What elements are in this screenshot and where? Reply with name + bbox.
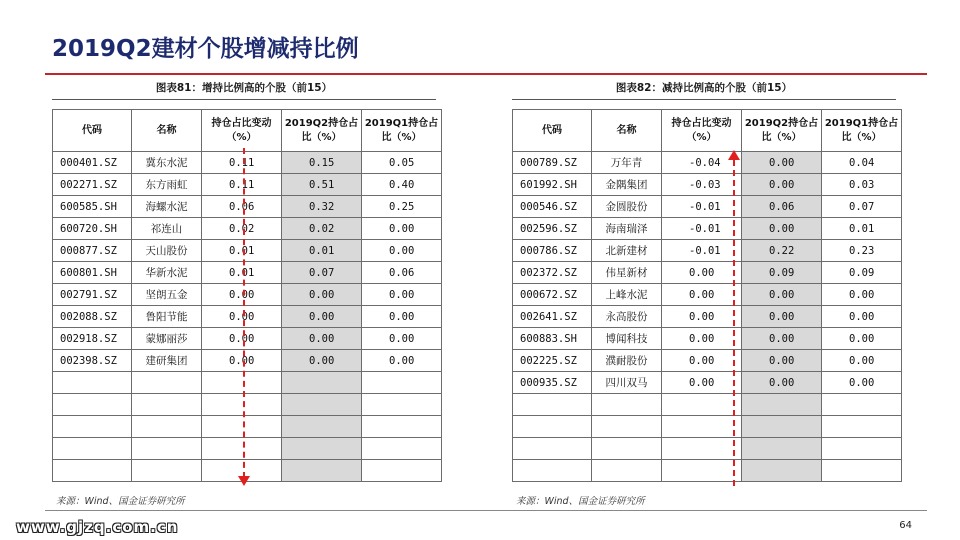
q1-share-cell <box>822 438 902 460</box>
change-cell: 0.11 <box>202 174 282 196</box>
stock-name-cell: 华新水泥 <box>132 262 202 284</box>
stock-name-cell <box>132 416 202 438</box>
q1-share-cell: 0.40 <box>362 174 442 196</box>
stock-code-cell: 002791.SZ <box>53 284 132 306</box>
title-divider <box>45 73 927 75</box>
stock-code-cell <box>513 394 592 416</box>
q2-share-cell: 0.00 <box>742 350 822 372</box>
table-row <box>513 218 902 240</box>
page-title: 2019Q2建材个股增减持比例 <box>52 36 359 62</box>
q2-share-cell: 0.00 <box>742 372 822 394</box>
arrow-down-icon <box>238 476 250 486</box>
left-caption-divider <box>52 99 436 100</box>
stock-name-cell: 坚朗五金 <box>132 284 202 306</box>
column-header: 2019Q1持仓占比（%） <box>822 110 902 152</box>
table-row <box>53 350 442 372</box>
change-cell: -0.01 <box>662 196 742 218</box>
stock-code-cell: 002271.SZ <box>53 174 132 196</box>
q2-share-cell: 0.00 <box>742 328 822 350</box>
change-cell: 0.00 <box>202 328 282 350</box>
stock-code-cell: 002596.SZ <box>513 218 592 240</box>
stock-code-cell: 000789.SZ <box>513 152 592 174</box>
change-cell: 0.00 <box>662 328 742 350</box>
q2-share-cell: 0.00 <box>282 350 362 372</box>
q1-share-cell <box>362 460 442 482</box>
table-row <box>53 152 442 174</box>
stock-code-cell: 002918.SZ <box>53 328 132 350</box>
change-cell: 0.01 <box>202 240 282 262</box>
q1-share-cell: 0.00 <box>362 328 442 350</box>
change-cell: 0.00 <box>662 372 742 394</box>
q2-share-cell: 0.00 <box>742 306 822 328</box>
table-header-row <box>53 110 442 152</box>
footer-divider <box>45 510 927 511</box>
table-row <box>53 372 442 394</box>
q2-share-cell <box>282 438 362 460</box>
q2-share-cell: 0.00 <box>742 218 822 240</box>
stock-code-cell: 600883.SH <box>513 328 592 350</box>
left-arrow-shaft <box>243 148 245 478</box>
q2-share-cell: 0.09 <box>742 262 822 284</box>
q1-share-cell: 0.05 <box>362 152 442 174</box>
column-header: 2019Q1持仓占比（%） <box>362 110 442 152</box>
q2-share-cell: 0.00 <box>282 284 362 306</box>
left-source-note: 来源：Wind、国金证券研究所 <box>56 496 185 507</box>
table-row <box>513 394 902 416</box>
stock-code-cell <box>53 438 132 460</box>
change-cell: -0.04 <box>662 152 742 174</box>
q1-share-cell: 0.04 <box>822 152 902 174</box>
q1-share-cell: 0.00 <box>822 350 902 372</box>
column-header: 持仓占比变动（%） <box>202 110 282 152</box>
change-cell <box>202 438 282 460</box>
table-header-row <box>513 110 902 152</box>
change-cell <box>202 372 282 394</box>
stock-code-cell <box>53 372 132 394</box>
change-cell: -0.01 <box>662 218 742 240</box>
stock-name-cell: 冀东水泥 <box>132 152 202 174</box>
stock-code-cell <box>53 460 132 482</box>
change-cell <box>202 394 282 416</box>
q2-share-cell <box>282 394 362 416</box>
stock-code-cell: 002398.SZ <box>53 350 132 372</box>
stock-code-cell: 000935.SZ <box>513 372 592 394</box>
table-row <box>513 306 902 328</box>
stock-name-cell <box>592 394 662 416</box>
stock-name-cell: 金隅集团 <box>592 174 662 196</box>
stock-name-cell: 建研集团 <box>132 350 202 372</box>
stock-name-cell: 海螺水泥 <box>132 196 202 218</box>
stock-code-cell: 600720.SH <box>53 218 132 240</box>
q2-share-cell <box>282 460 362 482</box>
stock-name-cell: 上峰水泥 <box>592 284 662 306</box>
q1-share-cell: 0.00 <box>822 306 902 328</box>
table-row <box>513 350 902 372</box>
stock-name-cell: 博闻科技 <box>592 328 662 350</box>
table-row <box>53 284 442 306</box>
q1-share-cell: 0.09 <box>822 262 902 284</box>
stock-name-cell <box>592 460 662 482</box>
q1-share-cell: 0.00 <box>822 284 902 306</box>
q2-share-cell: 0.00 <box>282 328 362 350</box>
table-row <box>53 240 442 262</box>
q1-share-cell <box>362 438 442 460</box>
column-header: 名称 <box>132 110 202 152</box>
change-cell <box>662 394 742 416</box>
q2-share-cell <box>742 394 822 416</box>
q2-share-cell <box>282 416 362 438</box>
stock-name-cell: 祁连山 <box>132 218 202 240</box>
footer-site-url: www.gjzq.com.cn <box>16 518 179 536</box>
q2-share-cell: 0.15 <box>282 152 362 174</box>
stock-code-cell: 002088.SZ <box>53 306 132 328</box>
q1-share-cell: 0.07 <box>822 196 902 218</box>
q1-share-cell: 0.00 <box>362 240 442 262</box>
change-cell: 0.00 <box>662 262 742 284</box>
stock-name-cell <box>592 416 662 438</box>
stock-name-cell: 濮耐股份 <box>592 350 662 372</box>
stock-code-cell: 600585.SH <box>53 196 132 218</box>
q1-share-cell: 0.00 <box>362 350 442 372</box>
q2-share-cell <box>742 438 822 460</box>
q2-share-cell: 0.22 <box>742 240 822 262</box>
q2-share-cell: 0.00 <box>282 306 362 328</box>
stock-code-cell: 000672.SZ <box>513 284 592 306</box>
table-row <box>53 262 442 284</box>
stock-name-cell: 金圆股份 <box>592 196 662 218</box>
left-holdings-table <box>52 109 442 482</box>
q1-share-cell <box>822 394 902 416</box>
right-holdings-table <box>512 109 902 482</box>
change-cell: 0.00 <box>202 306 282 328</box>
stock-name-cell <box>132 394 202 416</box>
change-cell: 0.01 <box>202 262 282 284</box>
change-cell <box>662 416 742 438</box>
page-number: 64 <box>899 520 912 531</box>
table-row <box>53 174 442 196</box>
stock-name-cell <box>132 438 202 460</box>
q1-share-cell <box>362 372 442 394</box>
change-cell: 0.00 <box>662 284 742 306</box>
q1-share-cell: 0.01 <box>822 218 902 240</box>
q1-share-cell <box>822 416 902 438</box>
change-cell: 0.06 <box>202 196 282 218</box>
q1-share-cell <box>822 460 902 482</box>
stock-code-cell <box>513 416 592 438</box>
stock-name-cell: 四川双马 <box>592 372 662 394</box>
change-cell <box>662 438 742 460</box>
change-cell: 0.00 <box>202 284 282 306</box>
stock-name-cell <box>592 438 662 460</box>
table-row <box>513 372 902 394</box>
stock-name-cell <box>132 372 202 394</box>
table-row <box>513 174 902 196</box>
q2-share-cell: 0.00 <box>742 284 822 306</box>
table-row <box>53 394 442 416</box>
change-cell <box>202 416 282 438</box>
column-header: 持仓占比变动（%） <box>662 110 742 152</box>
q2-share-cell: 0.00 <box>742 174 822 196</box>
table-row <box>513 438 902 460</box>
stock-code-cell <box>53 394 132 416</box>
q1-share-cell: 0.03 <box>822 174 902 196</box>
right-table-caption: 图表82：减持比例高的个股（前15） <box>615 82 793 94</box>
column-header: 代码 <box>513 110 592 152</box>
table-row <box>53 196 442 218</box>
stock-code-cell <box>53 416 132 438</box>
column-header: 2019Q2持仓占比（%） <box>282 110 362 152</box>
table-row <box>513 152 902 174</box>
table-row <box>513 240 902 262</box>
right-source-note: 来源：Wind、国金证券研究所 <box>516 496 645 507</box>
q2-share-cell: 0.02 <box>282 218 362 240</box>
stock-name-cell: 永高股份 <box>592 306 662 328</box>
stock-code-cell: 002641.SZ <box>513 306 592 328</box>
q1-share-cell <box>362 416 442 438</box>
stock-name-cell: 万年青 <box>592 152 662 174</box>
stock-name-cell: 海南瑞泽 <box>592 218 662 240</box>
stock-name-cell: 鲁阳节能 <box>132 306 202 328</box>
table-row <box>513 262 902 284</box>
q2-share-cell: 0.32 <box>282 196 362 218</box>
stock-code-cell: 000546.SZ <box>513 196 592 218</box>
right-arrow-shaft <box>733 160 735 486</box>
stock-code-cell: 600801.SH <box>53 262 132 284</box>
q1-share-cell: 0.00 <box>822 372 902 394</box>
q2-share-cell <box>742 416 822 438</box>
stock-code-cell: 000786.SZ <box>513 240 592 262</box>
arrow-up-icon <box>728 150 740 160</box>
stock-code-cell <box>513 460 592 482</box>
table-row <box>513 328 902 350</box>
q2-share-cell: 0.07 <box>282 262 362 284</box>
q1-share-cell: 0.23 <box>822 240 902 262</box>
column-header: 名称 <box>592 110 662 152</box>
table-row <box>53 218 442 240</box>
stock-code-cell: 002225.SZ <box>513 350 592 372</box>
left-table-caption: 图表81：增持比例高的个股（前15） <box>155 82 333 94</box>
q1-share-cell: 0.00 <box>362 218 442 240</box>
table-row <box>53 416 442 438</box>
change-cell: 0.00 <box>202 350 282 372</box>
change-cell: 0.02 <box>202 218 282 240</box>
change-cell: 0.11 <box>202 152 282 174</box>
stock-name-cell: 蒙娜丽莎 <box>132 328 202 350</box>
q1-share-cell: 0.06 <box>362 262 442 284</box>
q2-share-cell: 0.01 <box>282 240 362 262</box>
table-row <box>53 328 442 350</box>
table-row <box>513 460 902 482</box>
change-cell: -0.03 <box>662 174 742 196</box>
stock-name-cell: 伟星新材 <box>592 262 662 284</box>
stock-code-cell: 000877.SZ <box>53 240 132 262</box>
stock-code-cell: 601992.SH <box>513 174 592 196</box>
change-cell: 0.00 <box>662 306 742 328</box>
q1-share-cell: 0.00 <box>362 306 442 328</box>
change-cell <box>662 460 742 482</box>
table-row <box>53 306 442 328</box>
q2-share-cell <box>742 460 822 482</box>
stock-code-cell <box>513 438 592 460</box>
column-header: 2019Q2持仓占比（%） <box>742 110 822 152</box>
change-cell: 0.00 <box>662 350 742 372</box>
q2-share-cell: 0.00 <box>742 152 822 174</box>
stock-code-cell: 002372.SZ <box>513 262 592 284</box>
table-row <box>53 438 442 460</box>
table-row <box>513 284 902 306</box>
stock-code-cell: 000401.SZ <box>53 152 132 174</box>
q1-share-cell: 0.00 <box>362 284 442 306</box>
column-header: 代码 <box>53 110 132 152</box>
q1-share-cell <box>362 394 442 416</box>
q1-share-cell: 0.00 <box>822 328 902 350</box>
change-cell: -0.01 <box>662 240 742 262</box>
q2-share-cell: 0.51 <box>282 174 362 196</box>
stock-name-cell <box>132 460 202 482</box>
q1-share-cell: 0.25 <box>362 196 442 218</box>
stock-name-cell: 天山股份 <box>132 240 202 262</box>
stock-name-cell: 北新建材 <box>592 240 662 262</box>
right-caption-divider <box>512 99 896 100</box>
stock-name-cell: 东方雨虹 <box>132 174 202 196</box>
table-row <box>513 416 902 438</box>
q2-share-cell: 0.06 <box>742 196 822 218</box>
table-row <box>513 196 902 218</box>
q2-share-cell <box>282 372 362 394</box>
